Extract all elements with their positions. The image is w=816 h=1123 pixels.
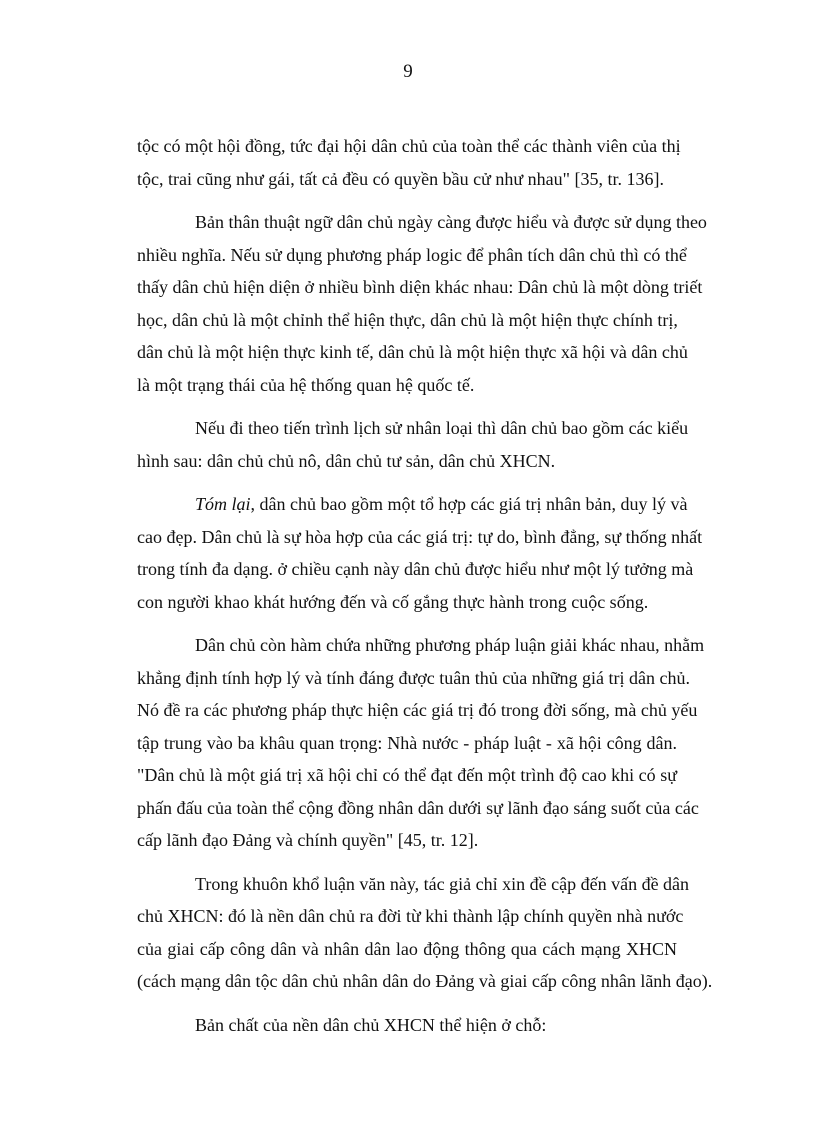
- text-line: con người khao khát hướng đến và cố gắng thực hành trong cuộc sống.: [137, 591, 649, 612]
- text-line: tập trung vào ba khâu quan trọng: Nhà nước - pháp luật - xã hội công dân.: [137, 732, 677, 753]
- body-text: [137, 130, 713, 1052]
- text-line: khẳng định tính hợp lý và tính đáng được tuân thủ của những giá trị dân chủ.: [137, 667, 690, 688]
- text-line-rest: , dân chủ bao gồm một tổ hợp các giá trị nhân bản, duy lý và: [250, 494, 688, 514]
- text-line: tộc có một hội đồng, tức đại hội dân chủ của toàn thể các thành viên của thị: [137, 136, 681, 156]
- text-line: Nếu đi theo tiến trình lịch sử nhân loại thì dân chủ bao gồm các kiểu: [195, 418, 689, 438]
- text-line: dân chủ là một hiện thực kinh tế, dân chủ là một hiện thực xã hội và dân chủ: [137, 342, 688, 362]
- text-line: "Dân chủ là một giá trị xã hội chỉ có thể đạt đến một trình độ cao khi có sự: [137, 765, 677, 785]
- paragraph-5: [137, 629, 705, 857]
- paragraph-6: [137, 868, 713, 998]
- text-line: phấn đấu của toàn thể cộng đồng nhân dân dưới sự lãnh đạo sáng suốt của các: [137, 797, 699, 818]
- text-line: chủ XHCN: đó là nền dân chủ ra đời từ khi thành lập chính quyền nhà nước: [137, 906, 684, 926]
- text-line: Dân chủ còn hàm chứa những phương pháp luận giải khác nhau, nhằm: [195, 635, 705, 655]
- paragraph-4: [137, 488, 703, 618]
- text-line: trong tính đa dạng. ở chiều cạnh này dân chủ được hiểu như một lý tưởng mà: [137, 559, 694, 579]
- paragraph-7: [137, 1009, 677, 1042]
- paragraph-3: [137, 412, 689, 477]
- text-line: học, dân chủ là một chỉnh thể hiện thực, dân chủ là một hiện thực chính trị,: [137, 309, 678, 330]
- text-line: cao đẹp. Dân chủ là sự hòa hợp của các giá trị: tự do, bình đẳng, sự thống nhất: [137, 526, 703, 547]
- text-line: thấy dân chủ hiện diện ở nhiều bình diện khác nhau: Dân chủ là một dòng triết: [137, 277, 703, 297]
- text-line: (cách mạng dân tộc dân chủ nhân dân do Đảng và giai cấp công nhân lãnh đạo).: [137, 971, 713, 991]
- text-line: nhiều nghĩa. Nếu sử dụng phương pháp logic để phân tích dân chủ thì có thể: [137, 244, 687, 265]
- italic-lead: Tóm lại: [195, 494, 251, 514]
- text-line: Bản thân thuật ngữ dân chủ ngày càng được hiểu và được sử dụng theo: [195, 212, 707, 232]
- paragraph-2: [137, 206, 707, 401]
- text-line: cấp lãnh đạo Đảng và chính quyền" [45, tr. 12].: [137, 830, 479, 850]
- page-number: 9: [403, 61, 413, 82]
- text-line: tộc, trai cũng như gái, tất cả đều có quyền bầu cử như nhau" [35, tr. 136].: [137, 168, 664, 189]
- text-line: là một trạng thái của hệ thống quan hệ quốc tế.: [137, 374, 475, 395]
- text-line: Nó đề ra các phương pháp thực hiện các giá trị đó trong đời sống, mà chủ yếu: [137, 700, 698, 720]
- text-line: hình sau: dân chủ chủ nô, dân chủ tư sản, dân chủ XHCN.: [137, 450, 556, 471]
- text-line: của giai cấp công dân và nhân dân lao động thông qua cách mạng XHCN: [137, 938, 677, 959]
- text-line: Trong khuôn khổ luận văn này, tác giả chỉ xin đề cập đến vấn đề dân: [195, 873, 690, 894]
- text-line: Bản chất của nền dân chủ XHCN thể hiện ở chỗ:: [195, 1014, 547, 1035]
- paragraph-1: [137, 130, 681, 195]
- text-line-with-italic-lead: [137, 488, 688, 521]
